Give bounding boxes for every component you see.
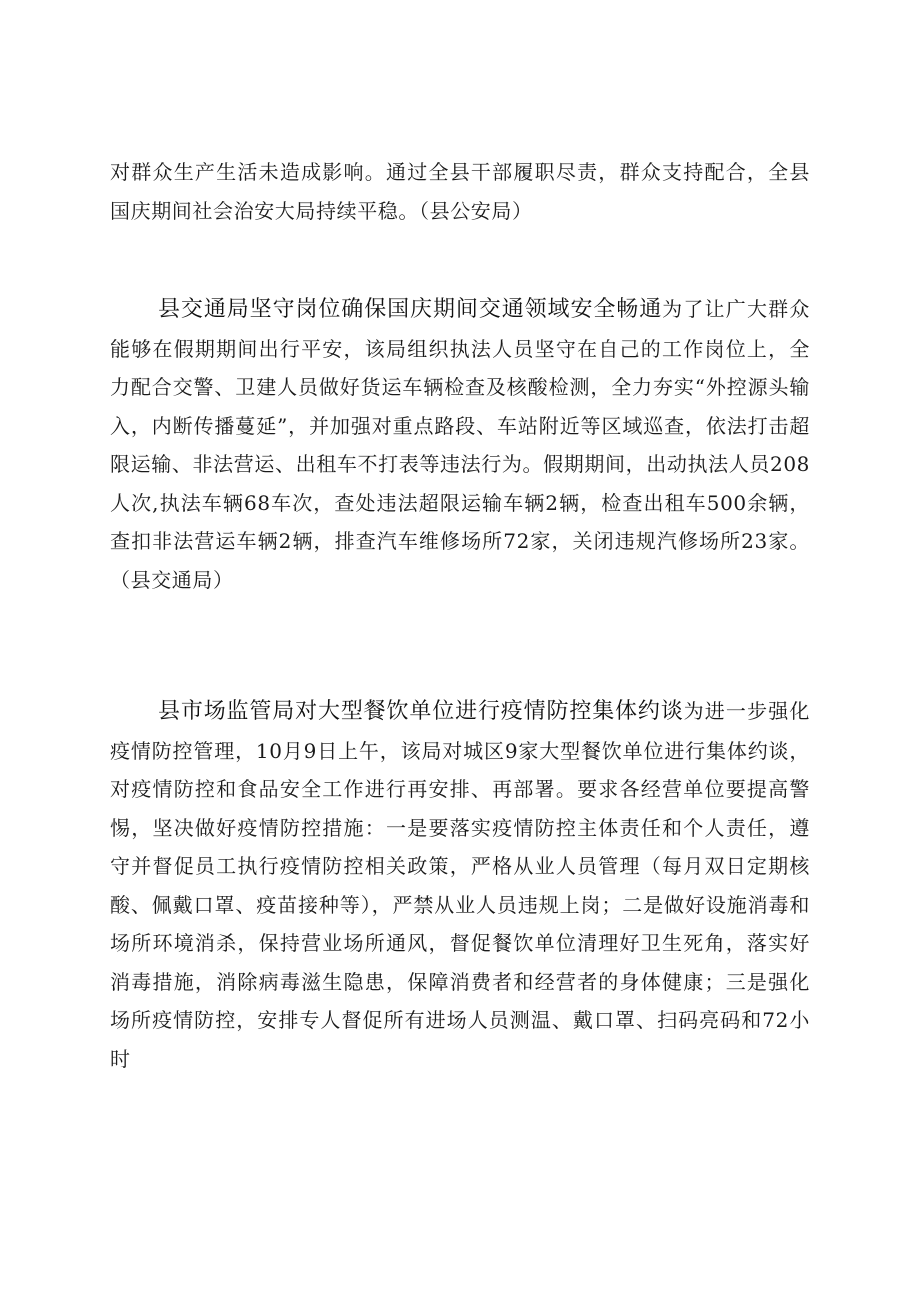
paragraph-body: 对群众生产生活未造成影响。通过全县干部履职尽责，群众支持配合，全县国庆期间社会治安大局持续平稳。（县公安局） <box>110 160 810 223</box>
paragraph-transport-bureau <box>110 290 810 599</box>
section-heading: 县交通局坚守岗位确保国庆期间交通领域安全畅通 <box>158 297 663 322</box>
paragraph-body: 为进一步强化疫情防控管理，10月9日上午，该局对城区9家大型餐饮单位进行集体约谈，对疫情防控和食品安全工作进行再安排、再部署。要求各经营单位要提高警惕，坚决做好疫情防控措施：一是要落实疫情防控主体责任和个人责任，遵守并督促员工执行疫情防控相关政策，严格从业人员管理（每月双日定期核酸、佩戴口罩、疫苗接种等），严禁从业人员违规上岗；二是做好设施消毒和场所环境消杀，保持营业场所通风，督促餐饮单位清理好卫生死角，落实好消毒措施，消除病毒滋生隐患，保障消费者和经营者的身体健康；三是强化场所疫情防控，安排专人督促所有进场人员测温、戴口罩、扫码亮码和72小时 <box>110 699 810 1071</box>
section-heading: 县市场监管局对大型餐饮单位进行疫情防控集体约谈 <box>158 699 684 724</box>
paragraph-body: 为了让广大群众能够在假期期间出行平安，该局组织执法人员坚守在自己的工作岗位上，全力配合交警、卫建人员做好货运车辆检查及核酸检测，全力夯实“外控源头输入，内断传播蔓延”，并加强对重点路段、车站附近等区域巡查，依法打击超限运输、非法营运、出租车不打表等违法行为。假期期间，出动执法人员208人次,执法车辆68车次，查处违法超限运输车辆2辆，检查出租车500余辆，查扣非法营运车辆2辆，排查汽车维修场所72家，关闭违规汽修场所23家。（县交通局） <box>110 297 810 592</box>
paragraph-public-security <box>110 153 810 230</box>
paragraph-market-supervision <box>110 692 810 1078</box>
